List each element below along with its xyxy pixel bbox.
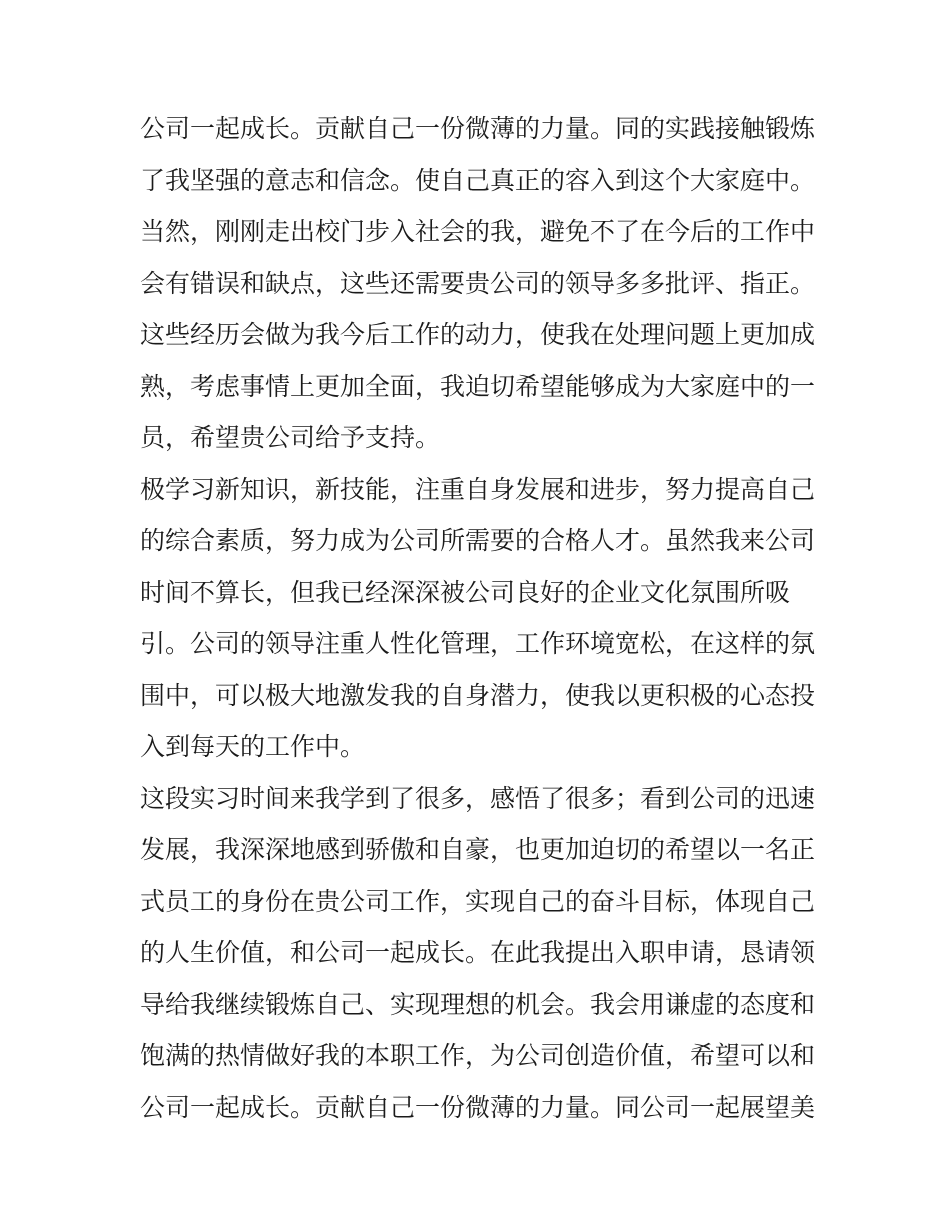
text-line: 的人生价值，和公司一起成长。在此我提出入职申请，恳请领 <box>140 938 816 967</box>
text-line: 的综合素质，努力成为公司所需要的合格人才。虽然我来公司 <box>140 526 816 555</box>
text-line: 围中，可以极大地激发我的自身潜力，使我以更积极的心态投 <box>140 680 816 710</box>
text-line: 时间不算长，但我已经深深被公司良好的企业文化氛围所吸 <box>140 577 791 607</box>
text-line: 这些经历会做为我今后工作的动力，使我在处理问题上更加成 <box>140 320 816 349</box>
text-line: 这段实习时间来我学到了很多，感悟了很多；看到公司的迅速 <box>140 783 816 813</box>
text-line: 入到每天的工作中。 <box>140 732 366 761</box>
text-line: 当然，刚刚走出校门步入社会的我，避免不了在今后的工作中 <box>140 217 816 246</box>
text-line: 引。公司的领导注重人性化管理，工作环境宽松，在这样的氛 <box>140 629 816 658</box>
text-line: 了我坚强的意志和信念。使自己真正的容入到这个大家庭中。 <box>140 165 816 195</box>
document-body-text <box>140 103 820 1133</box>
text-line: 饱满的热情做好我的本职工作，为公司创造价值，希望可以和 <box>140 1041 816 1070</box>
text-line: 发展，我深深地感到骄傲和自豪，也更加迫切的希望以一名正 <box>140 835 816 864</box>
text-line: 导给我继续锻炼自己、实现理想的机会。我会用谦虚的态度和 <box>140 989 816 1019</box>
text-line: 员，希望贵公司给予支持。 <box>140 423 441 452</box>
text-line: 公司一起成长。贡献自己一份微薄的力量。同公司一起展望美 <box>140 1092 816 1122</box>
text-line: 公司一起成长。贡献自己一份微薄的力量。同的实践接触锻炼 <box>140 114 816 143</box>
text-line: 极学习新知识，新技能，注重自身发展和进步，努力提高自己 <box>140 474 816 504</box>
text-line: 式员工的身份在贵公司工作，实现自己的奋斗目标，体现自己 <box>140 886 816 916</box>
text-line: 熟，考虑事情上更加全面，我迫切希望能够成为大家庭中的一 <box>140 371 816 401</box>
text-line: 会有错误和缺点，这些还需要贵公司的领导多多批评、指正。 <box>140 268 816 298</box>
